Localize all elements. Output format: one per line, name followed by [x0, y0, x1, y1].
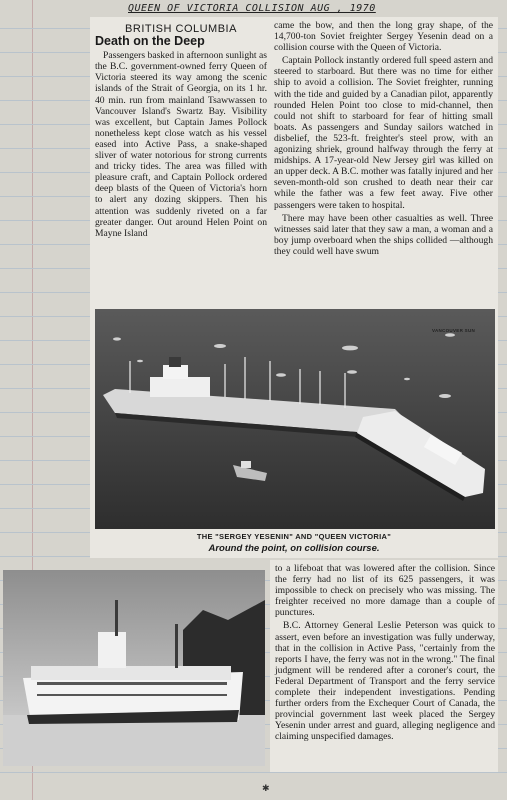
page-mark: ✱ [262, 784, 270, 794]
paragraph: Passengers basked in afternoon sunlight as the B.C. government-owned ferry Queen of Victoria steered its way among the scenic islands of the Strait of Georgia, on its 1 hr. 40 min. run from mainland Tsawwassen to Vancouver Island's Swartz Bay. Visibility was excellent, but Captain James Pollock nonetheless kept close watch as his vessel eased into Active Pass, a snake-shaped sliver of water notorious for strong currents and tricky tides. The area was filled with pleasure craft, and Captain Pollock ordered deep blasts of the Queen of Victoria's horn to alert any dozing skippers. Then his attention was suddenly riveted on a far greater danger. Out around Helen Point on Mayne Island [95, 50, 267, 239]
photo-caption-title: THE "SERGEY YESENIN" AND "QUEEN VICTORIA" [196, 532, 392, 541]
paragraph: B.C. Attorney General Leslie Peterson was quick to assert, even before an investigation was fully underway, that in the collision in Active Pass, "certainly from the reports I have, the ferry was not in the wrong." The final judgment will be rendered after a coroner's court, the Federal Department of Transport and the ferry service complete their independent investigations. Pending further orders from the Exchequer Court of Canada, the provincial government last week placed the Sergey Yesenin under arrest and guard, alleging negligence and claiming unspecified damages. [275, 620, 495, 743]
article-column-1 [95, 24, 267, 239]
ferry-photo [3, 570, 265, 766]
headline: Death on the Deep [95, 34, 205, 49]
paragraph: to a lifeboat that was lowered after the collision. Since the ferry had no list of its 625 passengers, it was impossible to check on precisely who was missing. The freighter received no more damage than a couple of punctures. [275, 563, 495, 619]
section-label: BRITISH COLUMBIA [125, 23, 237, 35]
handwritten-title: QUEEN OF VICTORIA COLLISION AUG , 1970 [128, 3, 376, 14]
article-column-2 [274, 20, 493, 257]
collision-photo-illustration [95, 309, 495, 529]
ruled-line [0, 772, 507, 773]
paragraph: came the bow, and then the long gray shape, of the 14,700-ton Soviet freighter Sergey Yesenin dead on a collision course with the Queen of Victoria. [274, 20, 493, 54]
paragraph: Captain Pollock instantly ordered full speed astern and steered to starboard. But there was no time for either ship to avoid a collision. The Soviet freighter, running with the tide and guided by a Canadian pilot, apparently rounded Helen Point too close to mid-channel, then could not shift to starboard for fear of hitting small boats. As passengers and Sunday sailors watched in disbelief, the 523-ft. freighter's steel prow, with an agonizing shriek, ground halfway through the ferry at midships. A 17-year-old New Jersey girl was killed on an upper deck. A B.C. mother was fatally injured and her seven-month-old son crushed to death near their car while the father was a few feet away. Five other passengers were taken to hospital. [274, 55, 493, 211]
collision-photo [95, 309, 495, 529]
ferry-photo-illustration [3, 570, 265, 766]
photo-credit: VANCOUVER SUN [432, 328, 476, 333]
paragraph: There may have been other casualties as well. Three witnesses said later that they saw a man, a woman and a boy jump overboard when the ships collided —although they could well have swum [274, 212, 493, 257]
photo-caption: Around the point, on collision course. [208, 543, 380, 554]
article-column-3 [275, 563, 495, 743]
